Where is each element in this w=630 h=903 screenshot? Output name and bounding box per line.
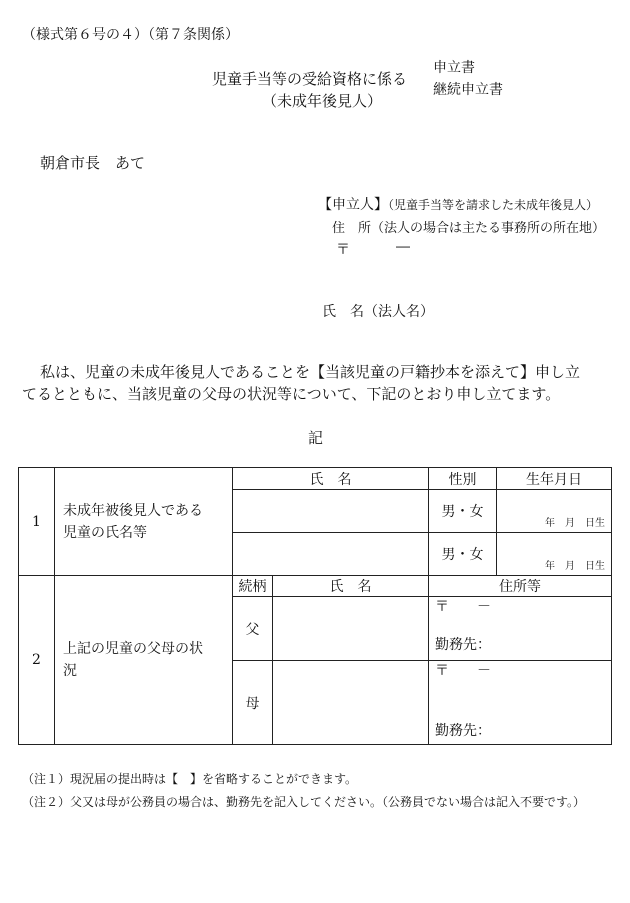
child-gender-cell-1[interactable]: 男・女 xyxy=(429,490,497,533)
father-postal: 〒 － xyxy=(435,599,491,615)
document-subtitle: （未成年後見人） xyxy=(262,92,383,110)
section-1-number: 1 xyxy=(19,468,55,576)
section-2-label-line-2: 況 xyxy=(63,663,77,679)
applicant-label-note: （児童手当等を請求した未成年後見人） xyxy=(388,198,599,212)
child-name-cell-2[interactable] xyxy=(233,533,429,576)
applicant-heading xyxy=(318,194,598,214)
section-1-label xyxy=(55,468,233,576)
statement-line-2: てるとともに、当該児童の父母の状況等について、下記のとおり申し立てます。 xyxy=(22,385,561,403)
applicant-address-label: 住 所（法人の場合は主たる事務所の所在地） xyxy=(332,221,606,236)
declaration-table xyxy=(18,467,612,745)
addressee: 朝倉市長 あて xyxy=(40,154,146,172)
birthdate-header: 生年月日 xyxy=(497,468,612,490)
child-birthdate-cell-2[interactable] xyxy=(497,533,612,576)
birthdate-suffix-1: 年 月 日生 xyxy=(545,518,605,529)
note-1: （注１）現況届の提出時は【 】を省略することができます。 xyxy=(22,772,358,786)
section-2-label-line-1: 上記の児童の父母の状 xyxy=(63,641,203,657)
applicant-label: 【申立人】 xyxy=(318,197,388,213)
father-workplace-label: 勤務先： xyxy=(435,637,491,653)
child-name-header: 氏 名 xyxy=(233,468,429,490)
address-header: 住所等 xyxy=(429,576,612,597)
section-1-label-line-2: 児童の氏名等 xyxy=(63,524,147,541)
mother-postal: 〒 － xyxy=(435,663,491,679)
birthdate-suffix-2: 年 月 日生 xyxy=(545,561,605,572)
mother-address-cell[interactable] xyxy=(429,661,612,745)
mother-name-cell[interactable] xyxy=(273,661,429,745)
applicant-name-label: 氏 名（法人名） xyxy=(322,304,434,320)
section-1-label-line-1: 未成年被後見人である xyxy=(63,502,203,519)
section-2-label xyxy=(55,576,233,745)
document-title: 児童手当等の受給資格に係る xyxy=(212,70,408,88)
mother-workplace-label: 勤務先： xyxy=(435,723,491,739)
title-option-continued-declaration: 継続申立書 xyxy=(433,82,503,98)
section-2-number: 2 xyxy=(19,576,55,745)
record-mark: 記 xyxy=(308,429,324,447)
child-birthdate-cell-1[interactable] xyxy=(497,490,612,533)
form-number: （様式第６号の４）（第７条関係） xyxy=(22,27,239,43)
postal-dash: ― xyxy=(396,239,410,255)
relation-mother: 母 xyxy=(233,661,273,745)
title-option-declaration: 申立書 xyxy=(433,60,475,76)
child-gender-cell-2[interactable]: 男・女 xyxy=(429,533,497,576)
parent-name-header: 氏 名 xyxy=(273,576,429,597)
father-name-cell[interactable] xyxy=(273,597,429,661)
father-address-cell[interactable] xyxy=(429,597,612,661)
relation-father: 父 xyxy=(233,597,273,661)
statement-line-1: 私は、児童の未成年後見人であることを【当該児童の戸籍抄本を添えて】申し立 xyxy=(40,363,581,381)
gender-header: 性別 xyxy=(429,468,497,490)
postal-mark: 〒 xyxy=(336,242,350,258)
child-name-cell-1[interactable] xyxy=(233,490,429,533)
note-2: （注２）父又は母が公務員の場合は、勤務先を記入してください。（公務員でない場合は記入不要です。） xyxy=(22,795,586,809)
relation-header: 続柄 xyxy=(233,576,273,597)
